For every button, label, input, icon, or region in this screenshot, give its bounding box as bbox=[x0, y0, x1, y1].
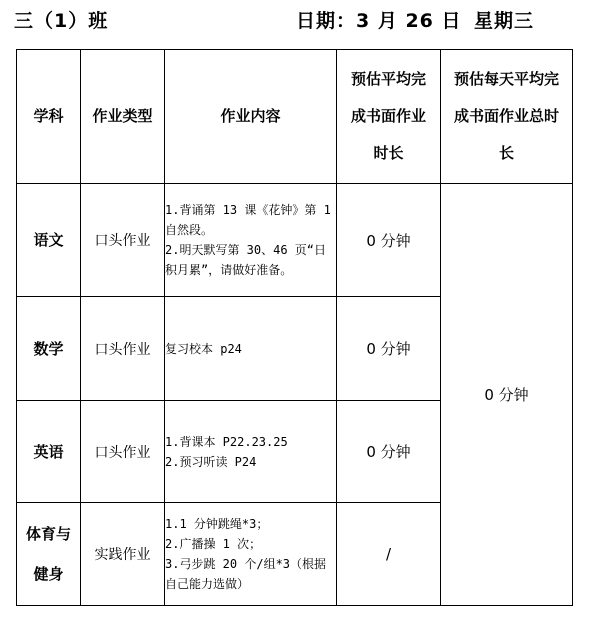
header-avg-time-line: 预估平均完 bbox=[350, 70, 426, 88]
header-subject: 学科 bbox=[17, 50, 81, 184]
subject-cell bbox=[17, 184, 81, 297]
content-cell bbox=[165, 184, 337, 297]
header-daily-total bbox=[441, 50, 573, 184]
daily-total-cell: 0 分钟 bbox=[441, 184, 573, 606]
subject-label: 语文 bbox=[33, 231, 64, 249]
date-label: 日期：3 月 26 日 bbox=[296, 10, 462, 32]
content-line: 2.明天默写第 30、46 页“日积月累”，请做好准备。 bbox=[165, 243, 327, 277]
subject-label: 英语 bbox=[33, 442, 64, 461]
header-daily-total-line: 长 bbox=[498, 144, 514, 162]
subject-label: 数学 bbox=[33, 339, 64, 358]
duration-cell: / bbox=[337, 503, 441, 606]
homework-table bbox=[16, 49, 573, 606]
header-avg-time-line: 时长 bbox=[373, 144, 404, 162]
content-line: 2.预习听读 P24 bbox=[165, 454, 257, 469]
content-cell bbox=[165, 503, 337, 606]
content-line: 复习校本 p24 bbox=[165, 341, 242, 356]
content-cell bbox=[165, 297, 337, 401]
subject-label: 体育与 bbox=[25, 525, 71, 543]
type-cell: 口头作业 bbox=[81, 401, 165, 503]
class-title: 三（1）班 bbox=[14, 10, 109, 32]
content-line: 1.背诵第 13 课《花钟》第 1 自然段。 bbox=[165, 203, 331, 237]
content-line: 3.弓步跳 20 个/组*3（根据自己能力选做） bbox=[165, 557, 327, 591]
header-row bbox=[17, 50, 573, 184]
content-line: 1.1 分钟跳绳*3； bbox=[165, 517, 269, 531]
header-content: 作业内容 bbox=[165, 50, 337, 184]
content-line: 2.广播操 1 次； bbox=[165, 537, 262, 551]
header-type: 作业类型 bbox=[81, 50, 165, 184]
page-header bbox=[0, 0, 590, 40]
type-cell: 口头作业 bbox=[81, 184, 165, 297]
table-row bbox=[17, 184, 573, 297]
content-cell bbox=[165, 401, 337, 503]
subject-cell bbox=[17, 297, 81, 401]
subject-label: 健身 bbox=[33, 565, 64, 583]
header-avg-time bbox=[337, 50, 441, 184]
content-line: 1.背课本 P22.23.25 bbox=[165, 434, 288, 449]
weekday-label: 星期三 bbox=[474, 10, 535, 32]
type-cell: 实践作业 bbox=[81, 503, 165, 606]
header-avg-time-line: 成书面作业 bbox=[350, 107, 426, 125]
subject-cell bbox=[17, 401, 81, 503]
header-daily-total-line: 成书面作业总时 bbox=[453, 107, 559, 125]
header-daily-total-line: 预估每天平均完 bbox=[453, 70, 559, 88]
duration-cell: 0 分钟 bbox=[337, 297, 441, 401]
type-cell: 口头作业 bbox=[81, 297, 165, 401]
duration-cell: 0 分钟 bbox=[337, 401, 441, 503]
duration-cell: 0 分钟 bbox=[337, 184, 441, 297]
subject-cell bbox=[17, 503, 81, 606]
